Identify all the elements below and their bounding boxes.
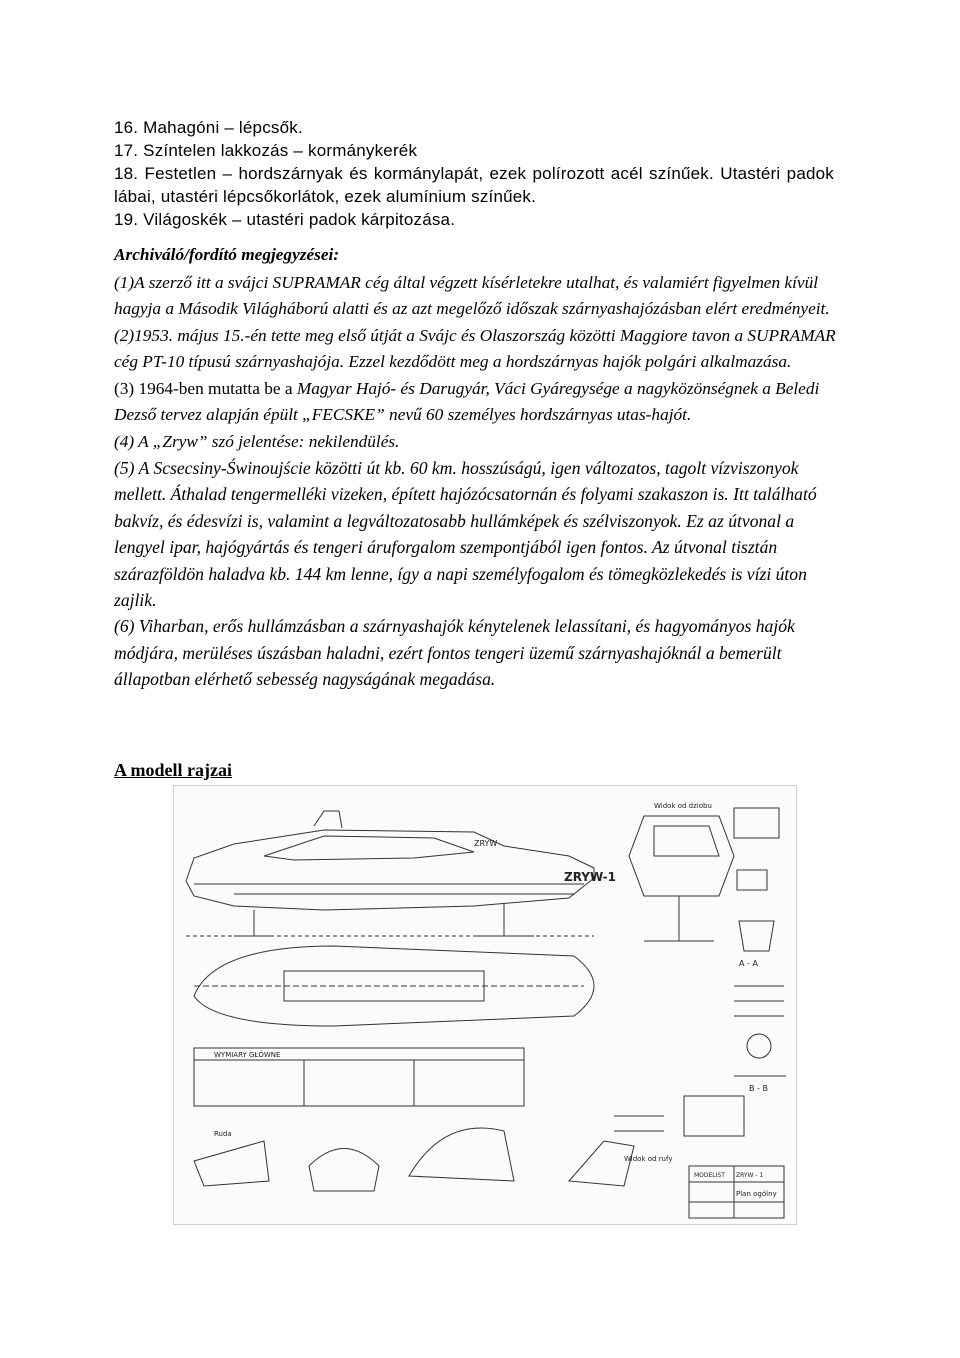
hydrofoil-plan-drawing xyxy=(174,786,796,1224)
hull-side-profile xyxy=(186,830,594,910)
translator-notes xyxy=(114,242,839,693)
list-item: 18. Festetlen – hordszárnyak és kormánylapát, ezek polírozott acél színűek. Utastéri padok lábai, utastéri lépcsőkorlátok, ezek alumínium színűek. xyxy=(114,164,834,206)
note-4: (4) A „Zryw” szó jelentése: nekilendülés. xyxy=(114,431,400,451)
list-item: 19. Világoskék – utastéri padok kárpitozása. xyxy=(114,210,456,229)
list-item: 16. Mahagóni – lépcsők. xyxy=(114,118,303,137)
stern-view-title: Widok od rufy xyxy=(624,1155,673,1163)
note-3-lead: (3) 1964-ben mutatta be a xyxy=(114,378,293,398)
hull-name-label: ZRYW-1 xyxy=(564,870,617,884)
section-title: A modell rajzai xyxy=(114,760,232,780)
notes-heading: Archiváló/fordító megjegyzései: xyxy=(114,245,340,264)
note-5: (5) A Scsecsiny-Świnoujście közötti út kb. 60 km. hosszúságú, igen változatos, tagolt vízviszonyok mellett. Áthalad tengermelléki vizeken, épített hajózócsatornán és folyami szakaszon is. Itt található bakvíz, és édesvízi is, valamint a legváltozatosabb hullámképek és szélviszonyok. Ez az útvonal a lengyel ipar, hajógyártás és tengeri áruforgalom szempontjából igen fontos. Az útvonal tisztán szárazföldön haladva kb. 144 km lenne, így a napi személyfogalom és tömegközlekedés is vízi úton zajlik. xyxy=(114,458,817,611)
color-list xyxy=(114,116,834,231)
section-aa-label: A - A xyxy=(739,959,758,968)
title-block-name: ZRYW - 1 xyxy=(736,1172,764,1179)
stern-detail xyxy=(194,1141,269,1186)
model-drawing xyxy=(173,785,797,1225)
note-1: (1)A szerző itt a svájci SUPRAMAR cég által végzett kísérletekre utalhat, és valamiért figyelmen kívül hagyja a Második Világháború alatti és az azt megelőző időszak szárnyashajózásban elért eredményeit. xyxy=(114,272,830,318)
dimensions-title: WYMIARY GŁÓWNE xyxy=(214,1051,281,1059)
title-block-sheet: Plan ogólny xyxy=(736,1190,777,1198)
section-bb-label: B - B xyxy=(749,1084,768,1093)
note-6: (6) Viharban, erős hullámzásban a szárnyashajók kénytelenek lelassítani, és hagyományos hajók módjára, merüléses úszásban haladni, ezért fontos tengeri üzemű szárnyashajóknál a bemerült állapotban elérhető sebesség nagyságának megadása. xyxy=(114,616,795,690)
superstructure-outline xyxy=(264,836,474,860)
bow-view-title: Widok od dziobu xyxy=(654,802,712,810)
title-block-company: MODELIST xyxy=(694,1172,725,1179)
note-3 xyxy=(114,376,839,429)
note-2: (2)1953. május 15.-én tette meg első útját a Svájc és Olaszország közötti Maggiore tavon a SUPRAMAR cég PT-10 típusú szárnyashajója. Ezzel kezdődött meg a hordszárnyas hajók polgári alkalmazása. xyxy=(114,325,836,371)
hull-name-small-label: ZRYW xyxy=(474,839,498,848)
note-3-rest: Magyar Hajó- és Darugyár, Váci Gyáregysége a nagyközönségnek a Beledi Dezső tervez alapján épült „FECSKE” nevű 60 személyes hordszárnyas utas-hajót. xyxy=(114,378,820,424)
rudder-label: Ruda xyxy=(214,1130,232,1138)
list-item: 17. Színtelen lakkozás – kormánykerék xyxy=(114,141,418,160)
